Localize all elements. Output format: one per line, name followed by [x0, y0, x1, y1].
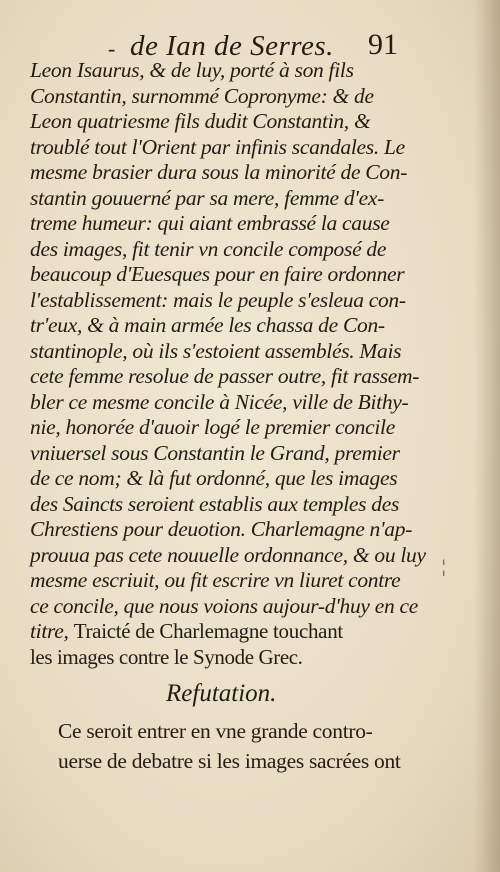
text-line: stantinople, où ils s'estoient assemblés. Mais	[30, 338, 402, 363]
text-line: l'establissement: mais le peuple s'esleua con-	[30, 287, 406, 312]
title-roman-line: les images contre le Synode Grec.	[30, 644, 303, 669]
text-line: ce concile, que nous voions aujour-d'huy en ce	[30, 593, 418, 618]
text-line: mesme escriuit, ou fit escrire vn liuret contre	[30, 568, 401, 592]
text-line: bler ce mesme concile à Nicée, ville de Bithy-	[30, 389, 409, 414]
text-line: prouua pas cete nouuelle ordonnance, & ou luy	[30, 542, 426, 567]
text-italic-fragment: titre,	[30, 619, 69, 643]
text-line: des images, fit tenir vn concile composé de	[30, 236, 387, 261]
text-line: Constantin, surnommé Copronyme: & de	[30, 83, 374, 108]
text-line: nie, honorée d'auoir logé le premier concile	[30, 415, 395, 439]
text-line: des Saincts seroient establis aux temples des	[30, 491, 400, 516]
text-line-mixed	[30, 619, 406, 645]
text-line: treme humeur: qui aiant embrassé la cause	[30, 211, 390, 235]
header-dash: -	[108, 36, 116, 61]
text-line: Leon quatriesme fils dudit Constantin, &	[30, 109, 371, 133]
title-roman-fragment: Traicté de Charlemagne touchant	[73, 619, 343, 643]
text-line: Chrestiens pour deuotion. Charlemagne n'ap-	[30, 517, 413, 541]
text-line: Leon Isaurus, & de luy, porté à son fils	[30, 58, 354, 82]
section-heading: Refutation.	[166, 680, 277, 707]
text-line: vniuersel sous Constantin le Grand, premier	[30, 440, 400, 465]
text-line: Ce seroit entrer en vne grande contro-	[58, 719, 373, 743]
text-line: cete femme resolue de passer outre, fit rassem-	[30, 364, 420, 388]
body-text-2	[58, 716, 408, 776]
text-line: uerse de debatre si les images sacrées ont	[58, 749, 401, 773]
running-head: de Ian de Serres.	[130, 30, 334, 62]
body-text	[30, 58, 426, 670]
text-line: tr'eux, & à main armée les chassa de Con-	[30, 313, 385, 337]
gutter-shadow	[474, 0, 500, 872]
text-line: beaucoup d'Euesques pour en faire ordonner	[30, 262, 405, 286]
text-line: troublé tout l'Orient par infinis scandales. Le	[30, 134, 405, 159]
text-line: mesme brasier dura sous la minorité de Con-	[30, 160, 408, 184]
text-line: de ce nom; & là fut ordonné, que les images	[30, 466, 398, 490]
margin-mark: ¦	[442, 556, 446, 576]
text-line: stantin gouuerné par sa mere, femme d'ex-	[30, 185, 384, 210]
page-number: 91	[368, 28, 398, 61]
